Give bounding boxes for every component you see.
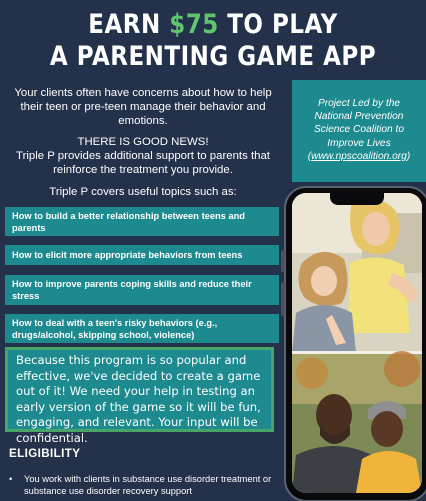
topic-item-behaviors: How to elicit more appropriate behaviors from teens	[5, 245, 279, 265]
phone-screen	[292, 193, 422, 493]
eligibility-item: • You work with clients in substance use disorder treatment or substance use disorder recovery support	[9, 473, 299, 497]
program-description-box: Because this program is so popular and effective, we've decided to create a game out of it! We need your help in testing an early version of the game so it will be fun, engaging, and relevant. Your input will be confidential.	[5, 347, 274, 432]
headline-amount: $75	[169, 10, 219, 40]
eligibility-heading: ELIGIBILITY	[9, 447, 81, 460]
eligibility-list	[9, 473, 299, 497]
intro-paragraph: Your clients often have concerns about how to help their teen or pre-teen manage their behavior and emotions.	[14, 87, 272, 128]
family-photo-collage	[292, 193, 422, 493]
topic-item-risky-behaviors: How to deal with a teen's risky behaviors (e.g., drugs/alcohol, skipping school, violence)	[5, 314, 279, 343]
headline-post: TO PLAY	[218, 10, 338, 40]
headline-line-1	[0, 10, 426, 40]
project-link-wrap: (www.npscoalition.org)	[307, 150, 411, 162]
topic-item-coping: How to improve parents coping skills and reduce their stress	[5, 275, 279, 305]
topic-item-relationship: How to build a better relationship between teens and parents	[5, 207, 279, 236]
project-text: Project Led by the National Prevention Science Coalition to Improve Lives	[313, 98, 405, 149]
good-news-heading: THERE IS GOOD NEWS!	[77, 136, 209, 148]
good-news-body: Triple P provides additional support to parents that reinforce the treatment you provide.	[16, 150, 270, 177]
phone-volume-button	[281, 282, 285, 316]
project-link[interactable]: www.npscoalition.org	[311, 150, 407, 162]
headline-pre: EARN	[88, 10, 170, 40]
headline-line-2: A PARENTING GAME APP	[49, 42, 377, 72]
project-info-box	[292, 80, 426, 182]
good-news-block	[8, 135, 278, 178]
phone-side-button	[281, 250, 285, 272]
topics-intro: Triple P covers useful topics such as:	[49, 186, 237, 198]
phone-notch	[330, 193, 384, 205]
